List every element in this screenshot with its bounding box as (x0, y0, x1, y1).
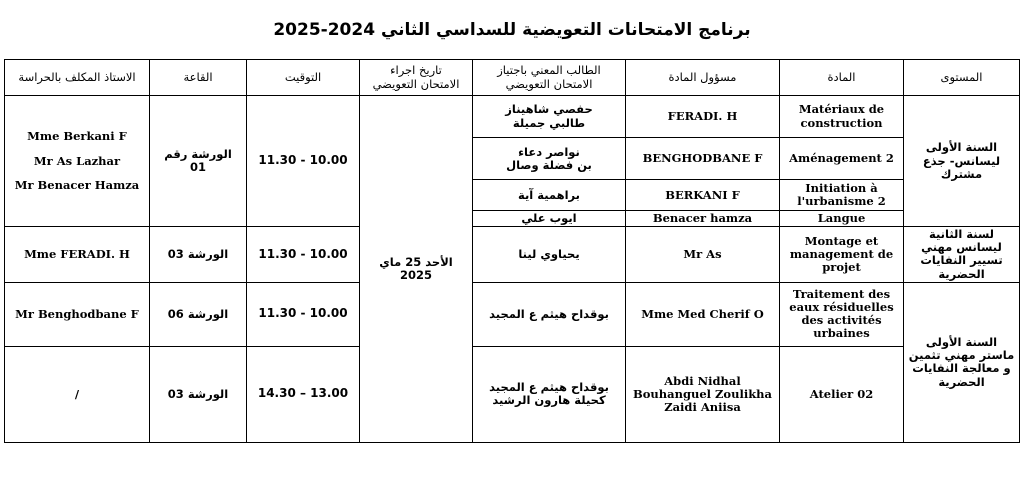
subject-line: Montage et (804, 233, 879, 248)
header-subject: المادة (780, 60, 904, 96)
students-cell: بوقداح هيثم ع المجيد (473, 282, 626, 346)
proctors-cell: Mme FERADI. H (5, 227, 150, 282)
subject-cell: Aménagement 2 (780, 138, 904, 180)
table-row (5, 96, 1020, 138)
subject-line: Traitement des (792, 286, 891, 301)
subject-line: management de (789, 246, 894, 261)
table-row (5, 346, 1020, 442)
student-name: بوقداح هيثم ع المجيد (489, 380, 609, 395)
proctor-name: Mr Benacer Hamza (14, 177, 140, 192)
header-level: المستوى (904, 60, 1020, 96)
subject-cell (780, 282, 904, 346)
student-name: حفصي شاهيناز (505, 102, 593, 117)
students-cell: براهمية آية (473, 180, 626, 211)
room-cell: الورشة 06 (150, 282, 247, 346)
header-date (360, 60, 473, 96)
room-cell: الورشة 03 (150, 227, 247, 282)
students-cell (473, 138, 626, 180)
subject-line: des activités (801, 313, 882, 328)
room-cell (150, 96, 247, 227)
header-time: التوقيت (247, 60, 360, 96)
exam-schedule-table (4, 59, 1020, 443)
students-cell (473, 96, 626, 138)
header-date-line: تاريخ اجراء (390, 63, 442, 78)
header-room: القاعة (150, 60, 247, 96)
page-title-year: 2025-2024 (273, 20, 376, 40)
table-row (5, 282, 1020, 346)
subject-line: Initiation à (805, 181, 878, 196)
time-cell: 11.30 - 10.00 (247, 227, 360, 282)
subject-line: construction (800, 115, 883, 130)
subject-manager-cell: BERKANI F (626, 180, 780, 211)
header-subject-manager: مسؤول المادة (626, 60, 780, 96)
subject-manager-cell (626, 346, 780, 442)
subject-manager-cell: BENGHODBANE F (626, 138, 780, 180)
students-cell: ايوب علي (473, 211, 626, 227)
subject-line: projet (822, 260, 861, 275)
manager-name: Abdi Nidhal (664, 373, 741, 388)
exam-date-text: الأحد 25 ماي (379, 254, 453, 269)
header-date-line: الامتحان التعويضي (372, 76, 460, 91)
level-cell: لسنة الثانية ليسانس مهني تسيير النفايات الحضرية (904, 227, 1020, 282)
student-name: كحيلة هارون الرشيد (492, 393, 606, 408)
subject-line: l'urbanisme 2 (797, 194, 886, 209)
subject-cell (780, 227, 904, 282)
exam-date-year: 2025 (399, 268, 432, 283)
subject-manager-cell: Mme Med Cherif O (626, 282, 780, 346)
level-cell: السنة الأولى ليسانس- جذع مشترك (904, 96, 1020, 227)
header-proctors: الاستاذ المكلف بالحراسة (5, 60, 150, 96)
subject-cell: Langue (780, 211, 904, 227)
subject-cell (780, 180, 904, 211)
student-name: نواصر دعاء (518, 144, 580, 159)
proctors-cell: / (5, 346, 150, 442)
table-row (5, 227, 1020, 282)
manager-name: Bouhanguel Zoulikha (633, 386, 772, 401)
header-students (473, 60, 626, 96)
header-students-line: الطالب المعني باجتياز (497, 63, 601, 78)
page-title-text: برنامج الامتحانات التعويضية للسداسي الثاني (380, 20, 751, 40)
subject-manager-cell: FERADI. H (626, 96, 780, 138)
room-label: الورشة رقم (164, 147, 232, 162)
proctor-name: Mr As Lazhar (33, 153, 121, 168)
students-cell: يحياوي لينا (473, 227, 626, 282)
page-title (0, 20, 1024, 40)
subject-line: Matériaux de (798, 102, 885, 117)
room-number: 01 (189, 160, 206, 175)
time-cell: 14.30 – 13.00 (247, 346, 360, 442)
time-cell: 11.30 - 10.00 (247, 96, 360, 227)
subject-line: eaux résiduelles (789, 299, 894, 314)
subject-cell: Atelier 02 (780, 346, 904, 442)
students-cell (473, 346, 626, 442)
student-name: بن فضلة وصال (506, 157, 592, 172)
level-cell: السنة الأولى ماستر مهني تثمين و معالجة النفايات الحضرية (904, 282, 1020, 442)
time-cell: 11.30 - 10.00 (247, 282, 360, 346)
header-students-line: الامتحان التعويضي (505, 76, 593, 91)
proctor-name: Mme Berkani F (27, 129, 127, 144)
subject-line: urbaines (813, 326, 870, 341)
student-name: طالبي جميلة (512, 115, 586, 130)
proctors-cell: Mr Benghodbane F (5, 282, 150, 346)
room-cell: الورشة 03 (150, 346, 247, 442)
proctors-cell (5, 96, 150, 227)
subject-manager-cell: Mr As (626, 227, 780, 282)
subject-manager-cell: Benacer hamza (626, 211, 780, 227)
header-row (5, 60, 1020, 96)
subject-cell (780, 96, 904, 138)
manager-name: Zaidi Aniisa (664, 399, 741, 414)
exam-date-cell (360, 96, 473, 443)
